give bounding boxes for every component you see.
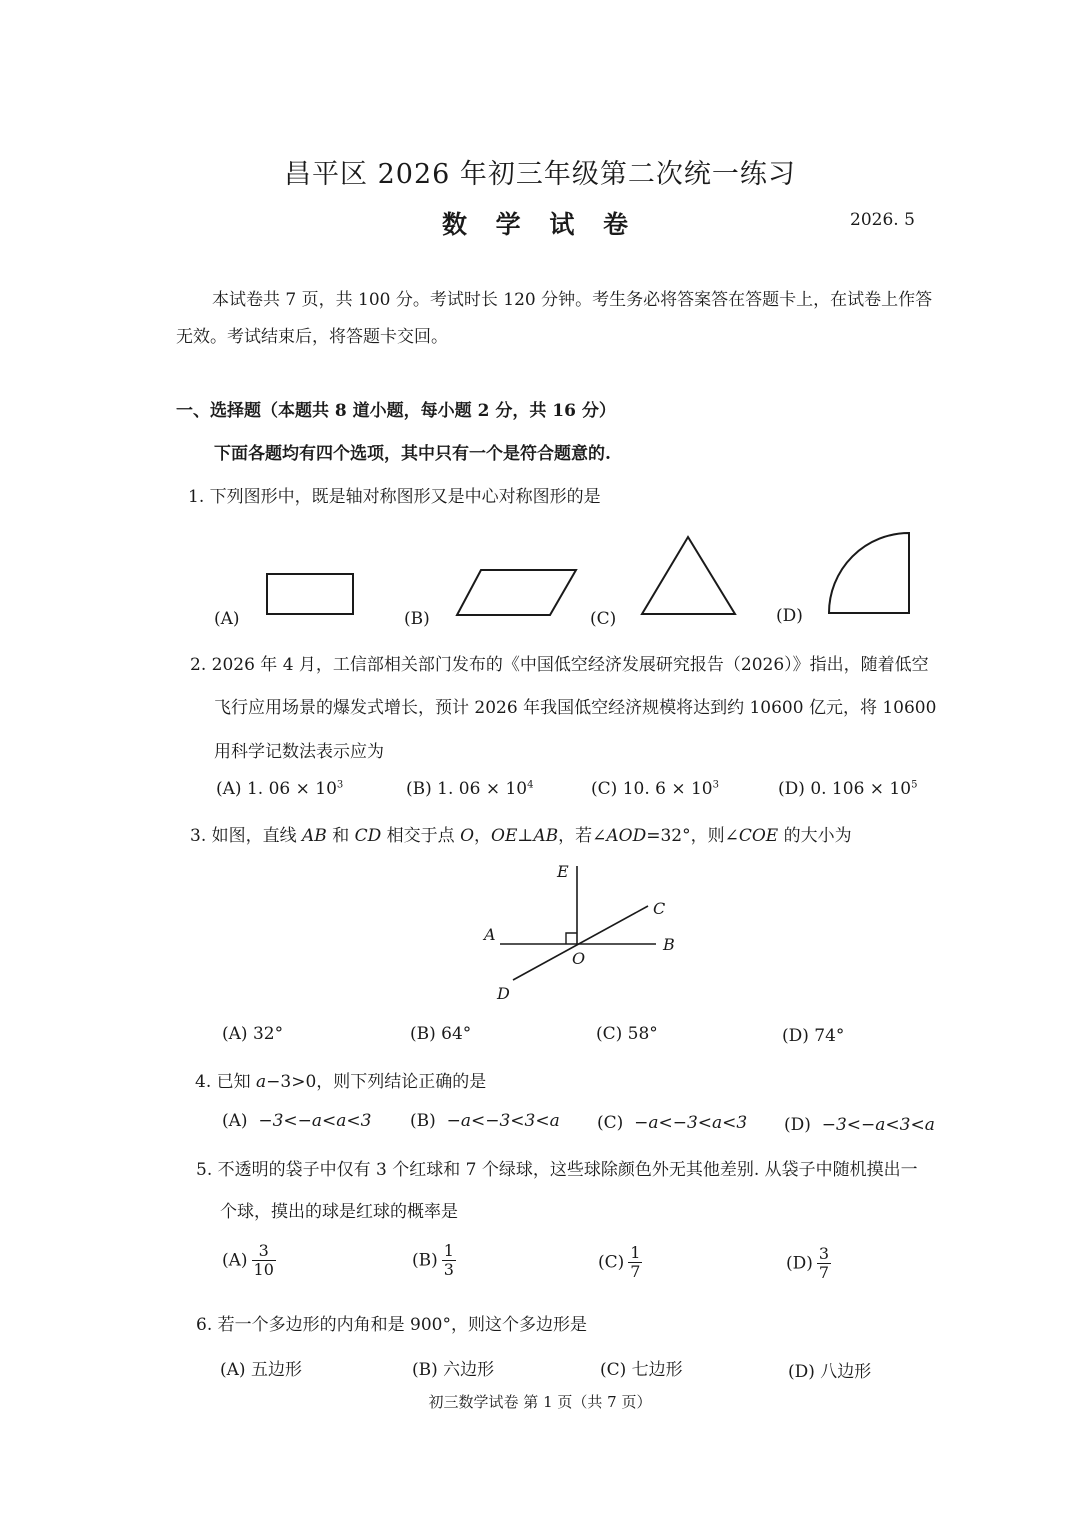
q2-option-a: (A) 1. $06 \times 10^3$ xyxy=(216,779,344,799)
q3-option-b: (B) 64° xyxy=(410,1024,472,1044)
q4-option-d: (D) −3<−a<3<a xyxy=(784,1115,935,1135)
q6-option-b: (B) 六边形 xyxy=(412,1360,495,1380)
section-heading: 一、选择题（本题共 8 道小题，每小题 2 分，共 16 分） xyxy=(176,401,616,421)
q5-option-a: (A) $\frac{3}{10}$ xyxy=(222,1241,274,1280)
q4-option-c: (C) −a<−3<a<3 xyxy=(597,1113,748,1133)
question-5-line-2: 个球，摸出的球是红球的概率是 xyxy=(220,1202,458,1222)
q1-option-a-label: (A) xyxy=(214,609,240,629)
q3-option-a: (A) 32° xyxy=(222,1024,284,1044)
line-cd xyxy=(513,906,648,980)
point-label-c: C xyxy=(653,899,666,918)
q5-option-c: (C) $\frac{1}{7}$ xyxy=(598,1243,641,1282)
exam-date: 2026. 5 xyxy=(850,210,915,230)
q4-option-a: (A) −3<−a<a<3 xyxy=(222,1111,372,1131)
q5-option-b: (B) $\frac{1}{3}$ xyxy=(412,1241,454,1280)
point-label-d: D xyxy=(497,984,510,1003)
point-label-e: E xyxy=(557,862,569,881)
question-2-line-3: 用科学记数法表示应为 xyxy=(214,742,384,762)
fraction: $\frac{1}{3}$ xyxy=(443,1241,454,1280)
question-2-line-1: 2. 2026 年 4 月，工信部相关部门发布的《中国低空经济发展研究报告（2026）》指出，随着低空 xyxy=(190,655,929,675)
intro-line-2: 无效。考试结束后，将答题卡交回。 xyxy=(176,327,448,347)
q2-option-c: (C) 10. $6 \times 10^3$ xyxy=(591,779,720,799)
question-5-line-1: 5. 不透明的袋子中仅有 3 个红球和 7 个绿球，这些球除颜色外无其他差别. 从袋子中随机摸出一 xyxy=(196,1160,918,1180)
point-label-o: O xyxy=(572,949,586,968)
q5-option-d: (D) $\frac{3}{7}$ xyxy=(786,1244,830,1283)
exam-title: 昌平区 2026 年初三年级第二次统一练习 xyxy=(284,159,796,190)
q6-option-c: (C) 七边形 xyxy=(600,1360,683,1380)
intro-line-1: 本试卷共 7 页，共 100 分。考试时长 120 分钟。考生务必将答案答在答题卡上，在试卷上作答 xyxy=(212,290,933,310)
q4-option-b: (B) −a<−3<3<a xyxy=(410,1111,560,1131)
question-1-text: 1. 下列图形中，既是轴对称图形又是中心对称图形的是 xyxy=(188,487,601,507)
exam-subtitle: 数 学 试 卷 xyxy=(441,210,639,239)
fraction: $\frac{3}{7}$ xyxy=(818,1244,830,1283)
fraction: $\frac{1}{7}$ xyxy=(630,1243,641,1282)
right-angle-mark xyxy=(566,933,577,944)
question-3-text: 3. 如图，直线 AB 和 CD 相交于点 O，OE⊥AB，若∠AOD=32°，则∠COE 的大小为 xyxy=(190,826,852,846)
point-label-b: B xyxy=(663,935,675,954)
q2-option-d: (D) 0. $106 \times 10^5$ xyxy=(778,779,918,799)
q3-option-d: (D) 74° xyxy=(782,1026,845,1046)
section-instruction: 下面各题均有四个选项，其中只有一个是符合题意的. xyxy=(214,444,611,464)
q6-option-d: (D) 八边形 xyxy=(788,1362,872,1382)
point-label-a: A xyxy=(484,925,496,944)
fraction: $\frac{3}{10}$ xyxy=(253,1241,274,1280)
question-4-text: 4. 已知 a−3>0，则下列结论正确的是 xyxy=(195,1072,487,1092)
q1-option-d-label: (D) xyxy=(776,606,803,626)
page-footer: 初三数学试卷 第 1 页（共 7 页） xyxy=(428,1393,652,1411)
q6-option-a: (A) 五边形 xyxy=(220,1360,302,1380)
q2-option-b: (B) 1. $06 \times 10^4$ xyxy=(406,779,534,799)
q1-option-b-label: (B) xyxy=(404,609,430,629)
q3-option-c: (C) 58° xyxy=(596,1024,658,1044)
q1-option-c-label: (C) xyxy=(590,609,617,629)
question-2-line-2: 飞行应用场景的爆发式增长，预计 2026 年我国低空经济规模将达到约 10600 亿元，将 10600 xyxy=(214,698,937,718)
question-6-text: 6. 若一个多边形的内角和是 900°，则这个多边形是 xyxy=(196,1315,587,1335)
